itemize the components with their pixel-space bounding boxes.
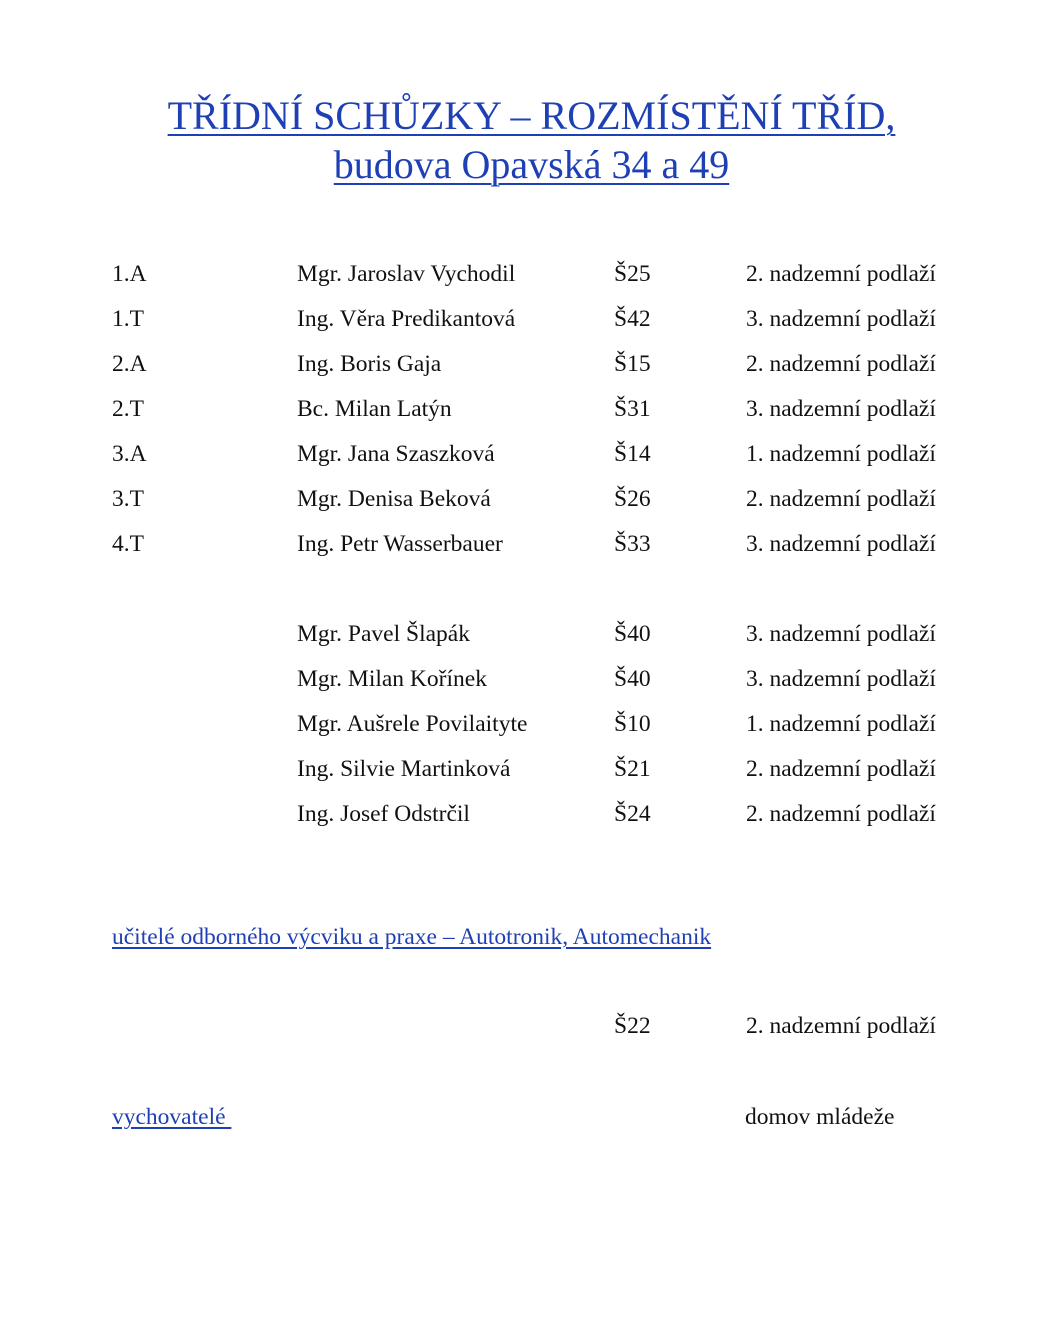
- teacher-name: Mgr. Jaroslav Vychodil: [297, 261, 516, 287]
- class-label: 4.T: [112, 531, 144, 557]
- class-label: 3.T: [112, 486, 144, 512]
- teacher-name: Mgr. Aušrele Povilaityte: [297, 711, 528, 737]
- vocational-row: [0, 1011, 1063, 1041]
- class-row: [0, 259, 1063, 289]
- teacher-row: [0, 664, 1063, 694]
- teacher-row: [0, 754, 1063, 784]
- floor-label: 2. nadzemní podlaží: [746, 756, 936, 782]
- educators-row: [0, 1102, 1063, 1132]
- floor-label: 3. nadzemní podlaží: [746, 306, 936, 332]
- teacher-name: Ing. Věra Predikantová: [297, 306, 516, 332]
- class-label: 1.A: [112, 261, 147, 287]
- teacher-row: [0, 709, 1063, 739]
- floor-label: 2. nadzemní podlaží: [746, 486, 936, 512]
- page-title: TŘÍDNÍ SCHŮZKY – ROZMÍSTĚNÍ TŘÍD,: [167, 93, 896, 138]
- room-number: Š33: [614, 531, 651, 557]
- class-row: [0, 484, 1063, 514]
- class-row: [0, 304, 1063, 334]
- teacher-name: Mgr. Jana Szaszková: [297, 441, 495, 467]
- room-number: Š31: [614, 396, 651, 422]
- teacher-name: Mgr. Milan Kořínek: [297, 666, 487, 692]
- class-label: 3.A: [112, 441, 147, 467]
- room-number: Š40: [614, 621, 651, 647]
- page-subtitle: budova Opavská 34 a 49: [333, 142, 730, 187]
- floor-label: 1. nadzemní podlaží: [746, 441, 936, 467]
- floor-label: 3. nadzemní podlaží: [746, 621, 936, 647]
- room-number: Š10: [614, 711, 651, 737]
- teacher-name: Ing. Petr Wasserbauer: [297, 531, 503, 557]
- room-number: Š40: [614, 666, 651, 692]
- teacher-row: [0, 619, 1063, 649]
- location-label: domov mládeže: [745, 1104, 895, 1130]
- educators-heading: vychovatelé: [112, 1104, 232, 1130]
- floor-label: 3. nadzemní podlaží: [746, 396, 936, 422]
- room-number: Š22: [614, 1013, 651, 1039]
- floor-label: 1. nadzemní podlaží: [746, 711, 936, 737]
- teacher-row: [0, 799, 1063, 829]
- room-number: Š26: [614, 486, 651, 512]
- teacher-name: Mgr. Pavel Šlapák: [297, 621, 470, 647]
- teacher-name: Mgr. Denisa Beková: [297, 486, 491, 512]
- room-number: Š42: [614, 306, 651, 332]
- class-label: 2.A: [112, 351, 147, 377]
- class-label: 2.T: [112, 396, 144, 422]
- room-number: Š21: [614, 756, 651, 782]
- teacher-name: Ing. Boris Gaja: [297, 351, 442, 377]
- teacher-name: Bc. Milan Latýn: [297, 396, 452, 422]
- room-number: Š14: [614, 441, 651, 467]
- class-label: 1.T: [112, 306, 144, 332]
- vocational-teachers-heading: učitelé odborného výcviku a praxe – Autotronik, Automechanik: [112, 924, 712, 950]
- class-row: [0, 394, 1063, 424]
- room-number: Š15: [614, 351, 651, 377]
- class-row: [0, 439, 1063, 469]
- floor-label: 2. nadzemní podlaží: [746, 261, 936, 287]
- floor-label: 3. nadzemní podlaží: [746, 531, 936, 557]
- room-number: Š25: [614, 261, 651, 287]
- floor-label: 2. nadzemní podlaží: [746, 351, 936, 377]
- teacher-name: Ing. Josef Odstrčil: [297, 801, 470, 827]
- class-row: [0, 529, 1063, 559]
- floor-label: 3. nadzemní podlaží: [746, 666, 936, 692]
- room-number: Š24: [614, 801, 651, 827]
- floor-label: 2. nadzemní podlaží: [746, 1013, 936, 1039]
- teacher-name: Ing. Silvie Martinková: [297, 756, 511, 782]
- class-row: [0, 349, 1063, 379]
- floor-label: 2. nadzemní podlaží: [746, 801, 936, 827]
